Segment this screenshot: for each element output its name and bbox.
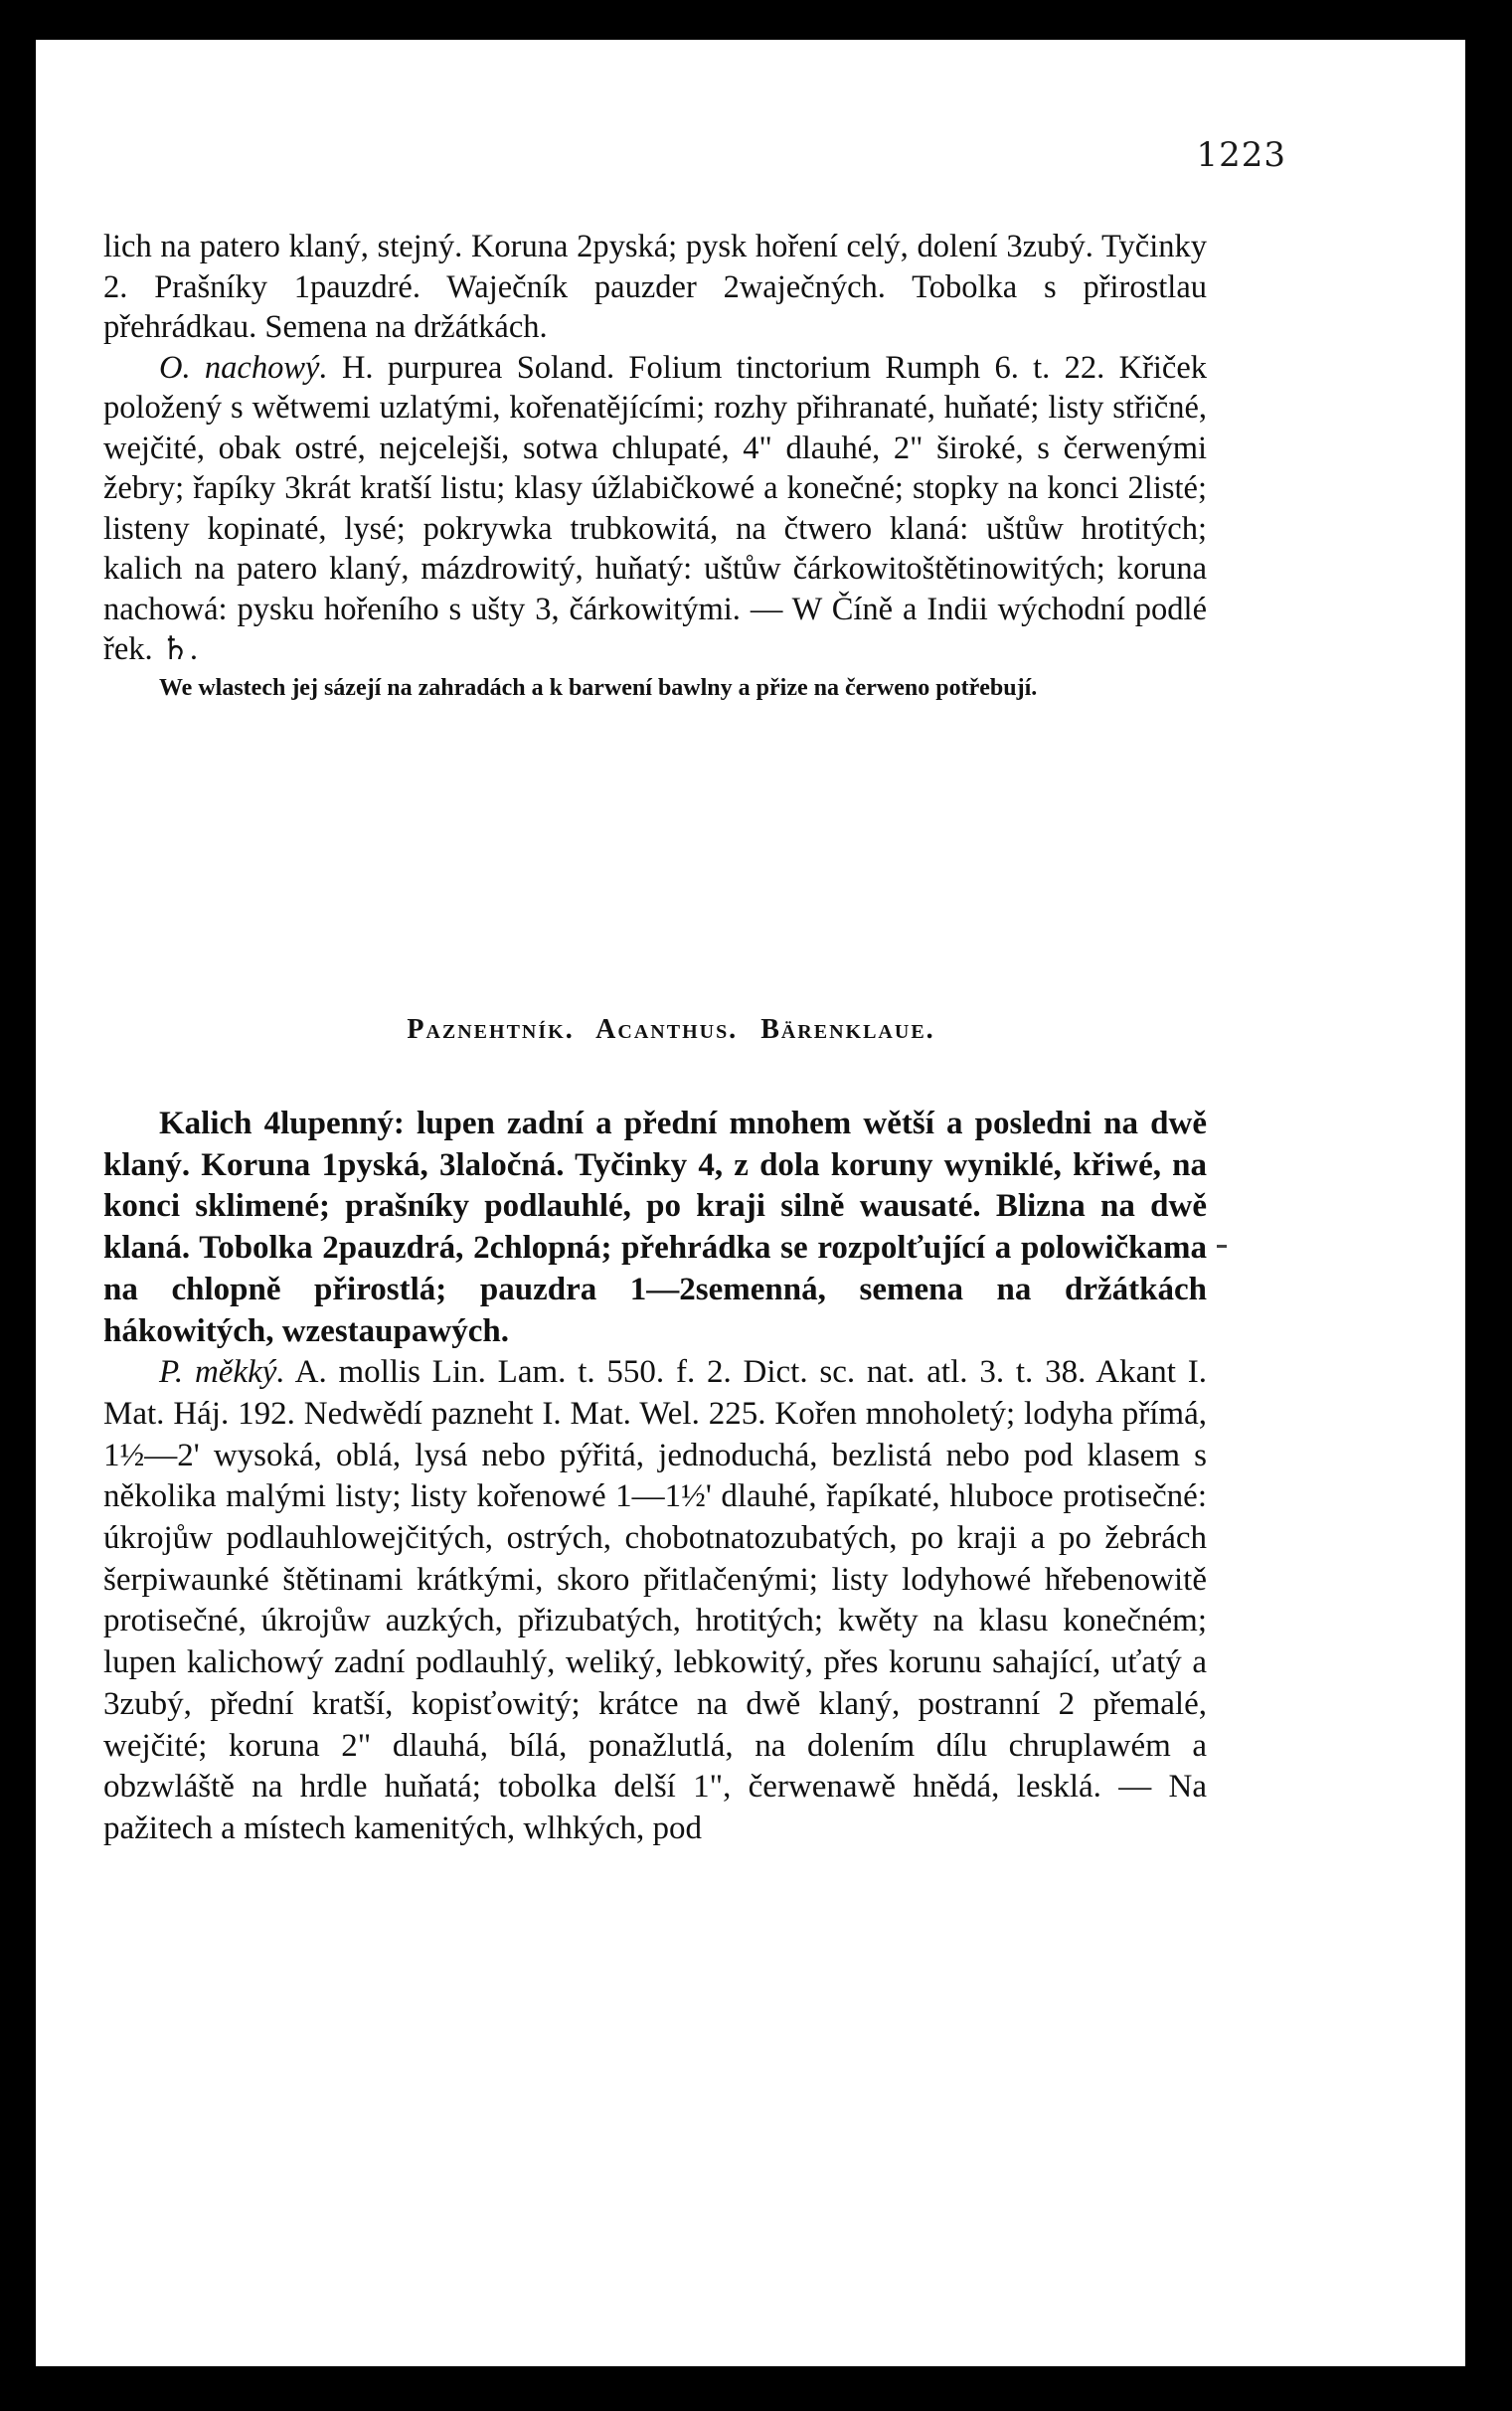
genus-czech-name: Paznehtník.: [407, 1014, 575, 1045]
genus-species-paragraph: [103, 1352, 1207, 1849]
previous-species-body: H. purpurea Soland. Folium tinctorium Rumph 6. t. 22. Křiček položený s wětwemi uzlatými, kořenatějícími; rozhy přihranaté, huňaté; listy střičné, wejčité, obak ostré, nejcelejši, sotwa chlupaté, 4" dlauhé, 2" široké, s čerwenými žebry; řapíky 3krát kratší listu; klasy úžlabičkowé a konečné; stopky na konci 2listé; listeny kopinaté, lysé; pokrywka trubkowitá, na čtwero klaná: uštůw hrotitých; kalich na patero klaný, mázdrowitý, huňatý: uštůw čárkowitoštětinowitých; koruna nachowá: pysku hořeního s ušty 3, čárkowitými. — W Číně a Indii wýchodní podlé řek. ♄.: [103, 349, 1208, 667]
book-page: [36, 40, 1465, 2366]
previous-species-name: O. nachowý.: [159, 349, 328, 386]
genus-description: Kalich 4lupenný: lupen zadní a přední mnohem wětší a posledni na dwě klaný. Koruna 1pyská, 3laločná. Tyčinky 4, z dola koruny wyniklé, křiwé, na konci sklimené; prašníky podlauhlé, po kraji silně wausaté. Blizna na dwě klaná. Tobolka 2pauzdrá, 2chlopná; přehrádka se rozpolťující a polowičkama na chlopně přirostlá; pauzdra 1—2semenná, semena na držátkách hákowitých, wzestaupawých.: [103, 1106, 1207, 1349]
genus-entry: [103, 1104, 1207, 1850]
margin-mark: [1217, 1245, 1227, 1248]
previous-entry-note: We wlastech jej sázejí na zahradách a k barwení bawlny a přize na čerweno potřebují.: [159, 674, 1038, 701]
genus-german-name: Bärenklaue.: [760, 1014, 935, 1045]
genus-species-body: A. mollis Lin. Lam. t. 550. f. 2. Dict. sc. nat. atl. 3. t. 38. Akant I. Mat. Háj. 192. Nedwědí pazneht I. Mat. Wel. 225. Kořen mnoholetý; lodyha přímá, 1½—2' wysoká, oblá, lysá nebo pýřitá, jednoduchá, bezlistá nebo pod klasem s několika malými listy; listy kořenowé 1—1½' dlauhé, řapíkaté, hluboce protisečné: úkrojůw podlauhlowejčitých, ostrých, chobotnatozubatých, po kraji a po žebrách šerpiwaunké štětinami krátkými, skoro přitlačenými; listy lodyhowé hřebenowitě protisečné, úkrojůw auzkých, přizubatých, hrotitých; kwěty na klasu konečném; lupen kalichowý zadní podlauhlý, weliký, lebkowitý, přes korunu sahající, uťatý a 3zubý, přední kratší, kopisťowitý; krátce na dwě klaný, postranní 2 přemalé, wejčité; koruna 2" dlauhá, bílá, ponažlutlá, na dolením dílu chruplawém a obzwláště na hrdle huňatá; tobolka delší 1", čerwenawě hnědá, lesklá. — Na pažitech a místech kamenitých, wlhkých, pod: [103, 1354, 1207, 1846]
previous-species-paragraph: [103, 348, 1207, 670]
previous-entry-description: lich na patero klaný, stejný. Koruna 2pyská; pysk hoření celý, dolení 3zubý. Tyčinky 2. Prašníky 1pauzdré. Waječník pauzder 2waječných. Tobolka s přirostlau přehrádkau. Semena na držátkách.: [103, 229, 1207, 345]
genus-latin-name: Acanthus.: [595, 1014, 739, 1045]
previous-entry: [103, 227, 1207, 705]
genus-species-name: P. měkký.: [159, 1354, 285, 1391]
genus-heading: [36, 1014, 1306, 1046]
page-number: 1223: [1196, 135, 1286, 175]
